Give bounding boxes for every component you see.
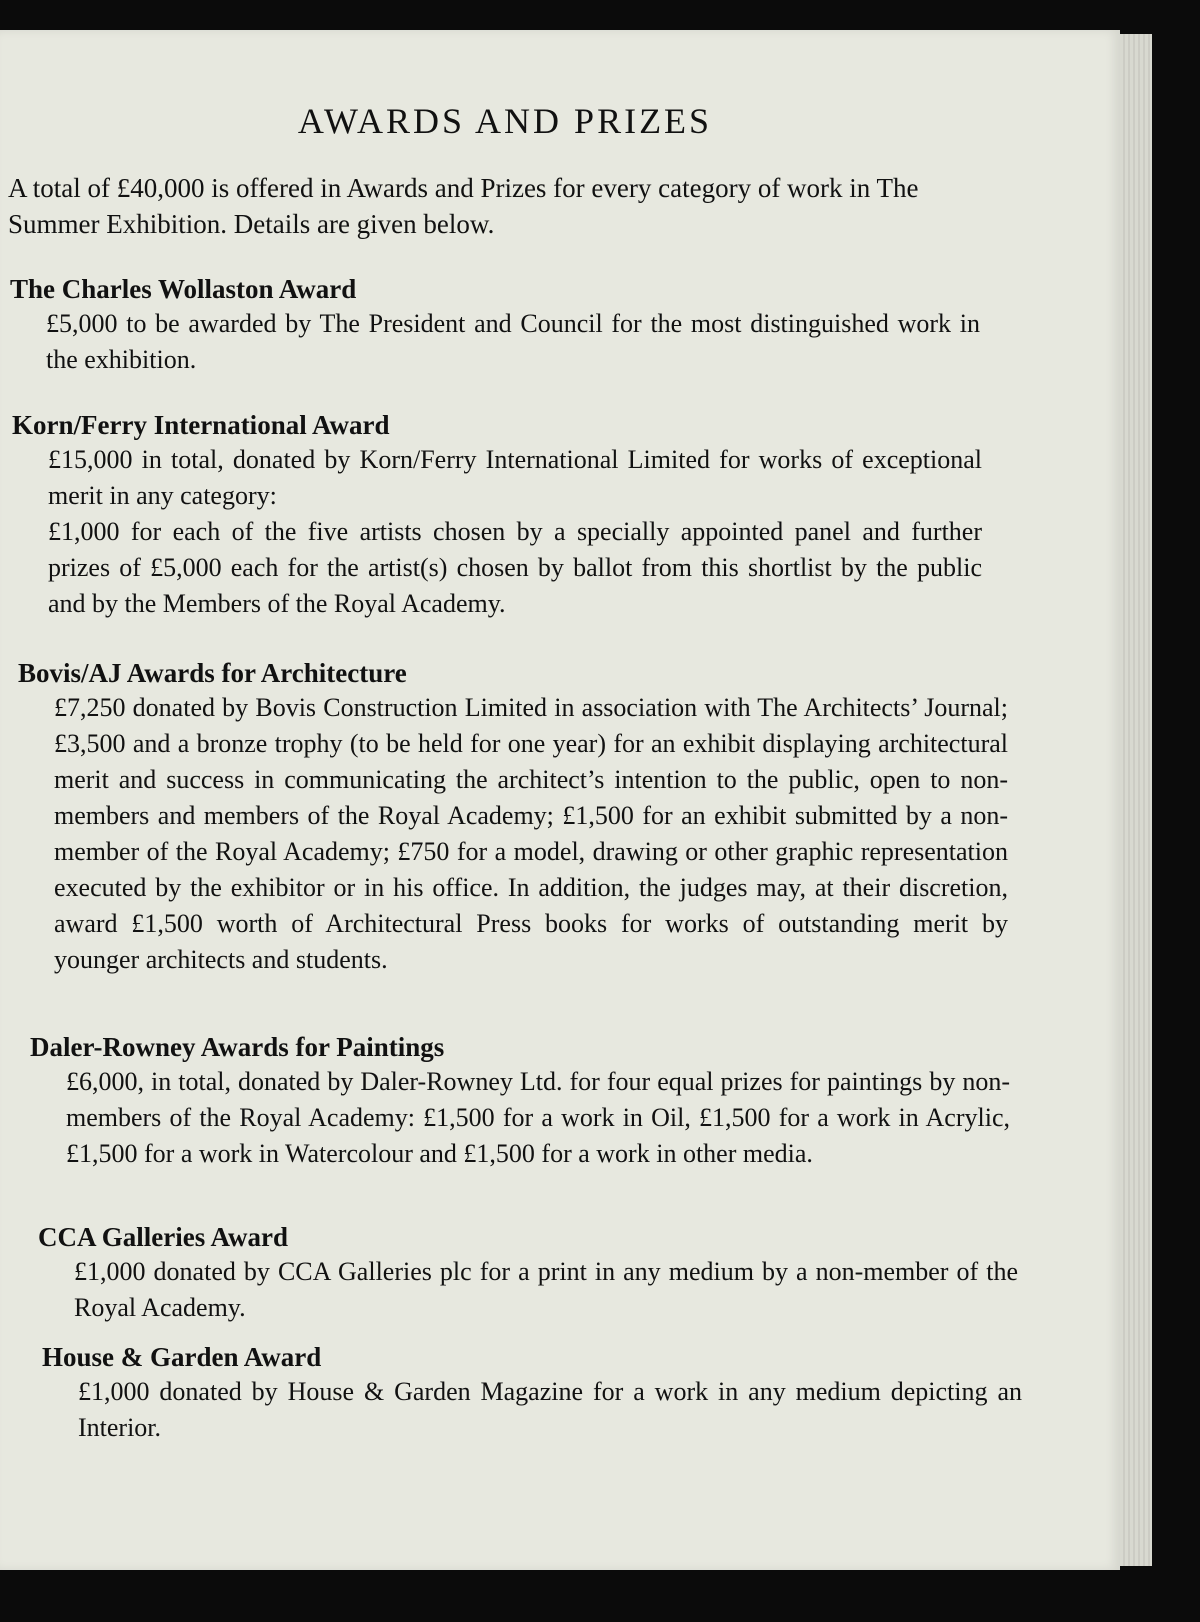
section-daler-rowney-awards [30,1030,1010,1172]
page-title: AWARDS AND PRIZES [297,101,713,141]
section-heading: House & Garden Award [42,1342,322,1372]
section-body: £1,000 donated by CCA Galleries plc for a print in any medium by a non-member of the Royal Academy. [74,1257,1018,1322]
section-body: £15,000 in total, donated by Korn/Ferry International Limited for works of exceptional merit in any category: [48,445,982,510]
section-house-garden-award [42,1340,1022,1446]
intro-paragraph: A total of £40,000 is offered in Awards and Prizes for every category of work in The Summer Exhibition. Details are given below. [8,173,919,239]
section-cca-galleries-award [38,1220,1018,1326]
section-charles-wollaston-award [10,272,980,378]
section-heading: Daler-Rowney Awards for Paintings [30,1032,445,1062]
page-edges [1120,34,1152,1566]
section-heading: Korn/Ferry International Award [12,410,390,440]
section-korn-ferry-award [12,408,982,622]
section-body: £6,000, in total, donated by Daler-Rowney Ltd. for four equal prizes for paintings by non-members of the Royal Academy: £1,500 for a work in Oil, £1,500 for a work in Acrylic, £1,500 for a work in Watercolour and £1,500 for a work in other media. [66,1067,1010,1168]
section-heading: CCA Galleries Award [38,1222,288,1252]
section-body: £1,000 donated by House & Garden Magazine for a work in any medium depicting an Interior. [78,1377,1022,1442]
section-heading: The Charles Wollaston Award [10,274,357,304]
section-body: £5,000 to be awarded by The President and Council for the most distinguished work in the exhibition. [46,309,980,374]
section-heading: Bovis/AJ Awards for Architecture [18,658,407,688]
section-body: £7,250 donated by Bovis Construction Limited in association with The Architects’ Journal; £3,500 and a bronze trophy (to be held for one year) for an exhibit displaying architectural merit and success in communicating the architect’s intention to the public, open to non-members and members of the Royal Academy; £1,500 for an exhibit submitted by a non-member of the Royal Academy; £750 for a model, drawing or other graphic representation executed by the exhibitor or in his office. In addition, the judges may, at their discretion, award £1,500 worth of Architectural Press books for works of outstanding merit by younger architects and students. [54,693,1008,974]
section-bovis-aj-awards [18,656,1008,978]
section-body: £1,000 for each of the five artists chosen by a specially appointed panel and further prizes of £5,000 each for the artist(s) chosen by ballot from this shortlist by the public and by the Members of the Royal Academy. [48,517,982,618]
